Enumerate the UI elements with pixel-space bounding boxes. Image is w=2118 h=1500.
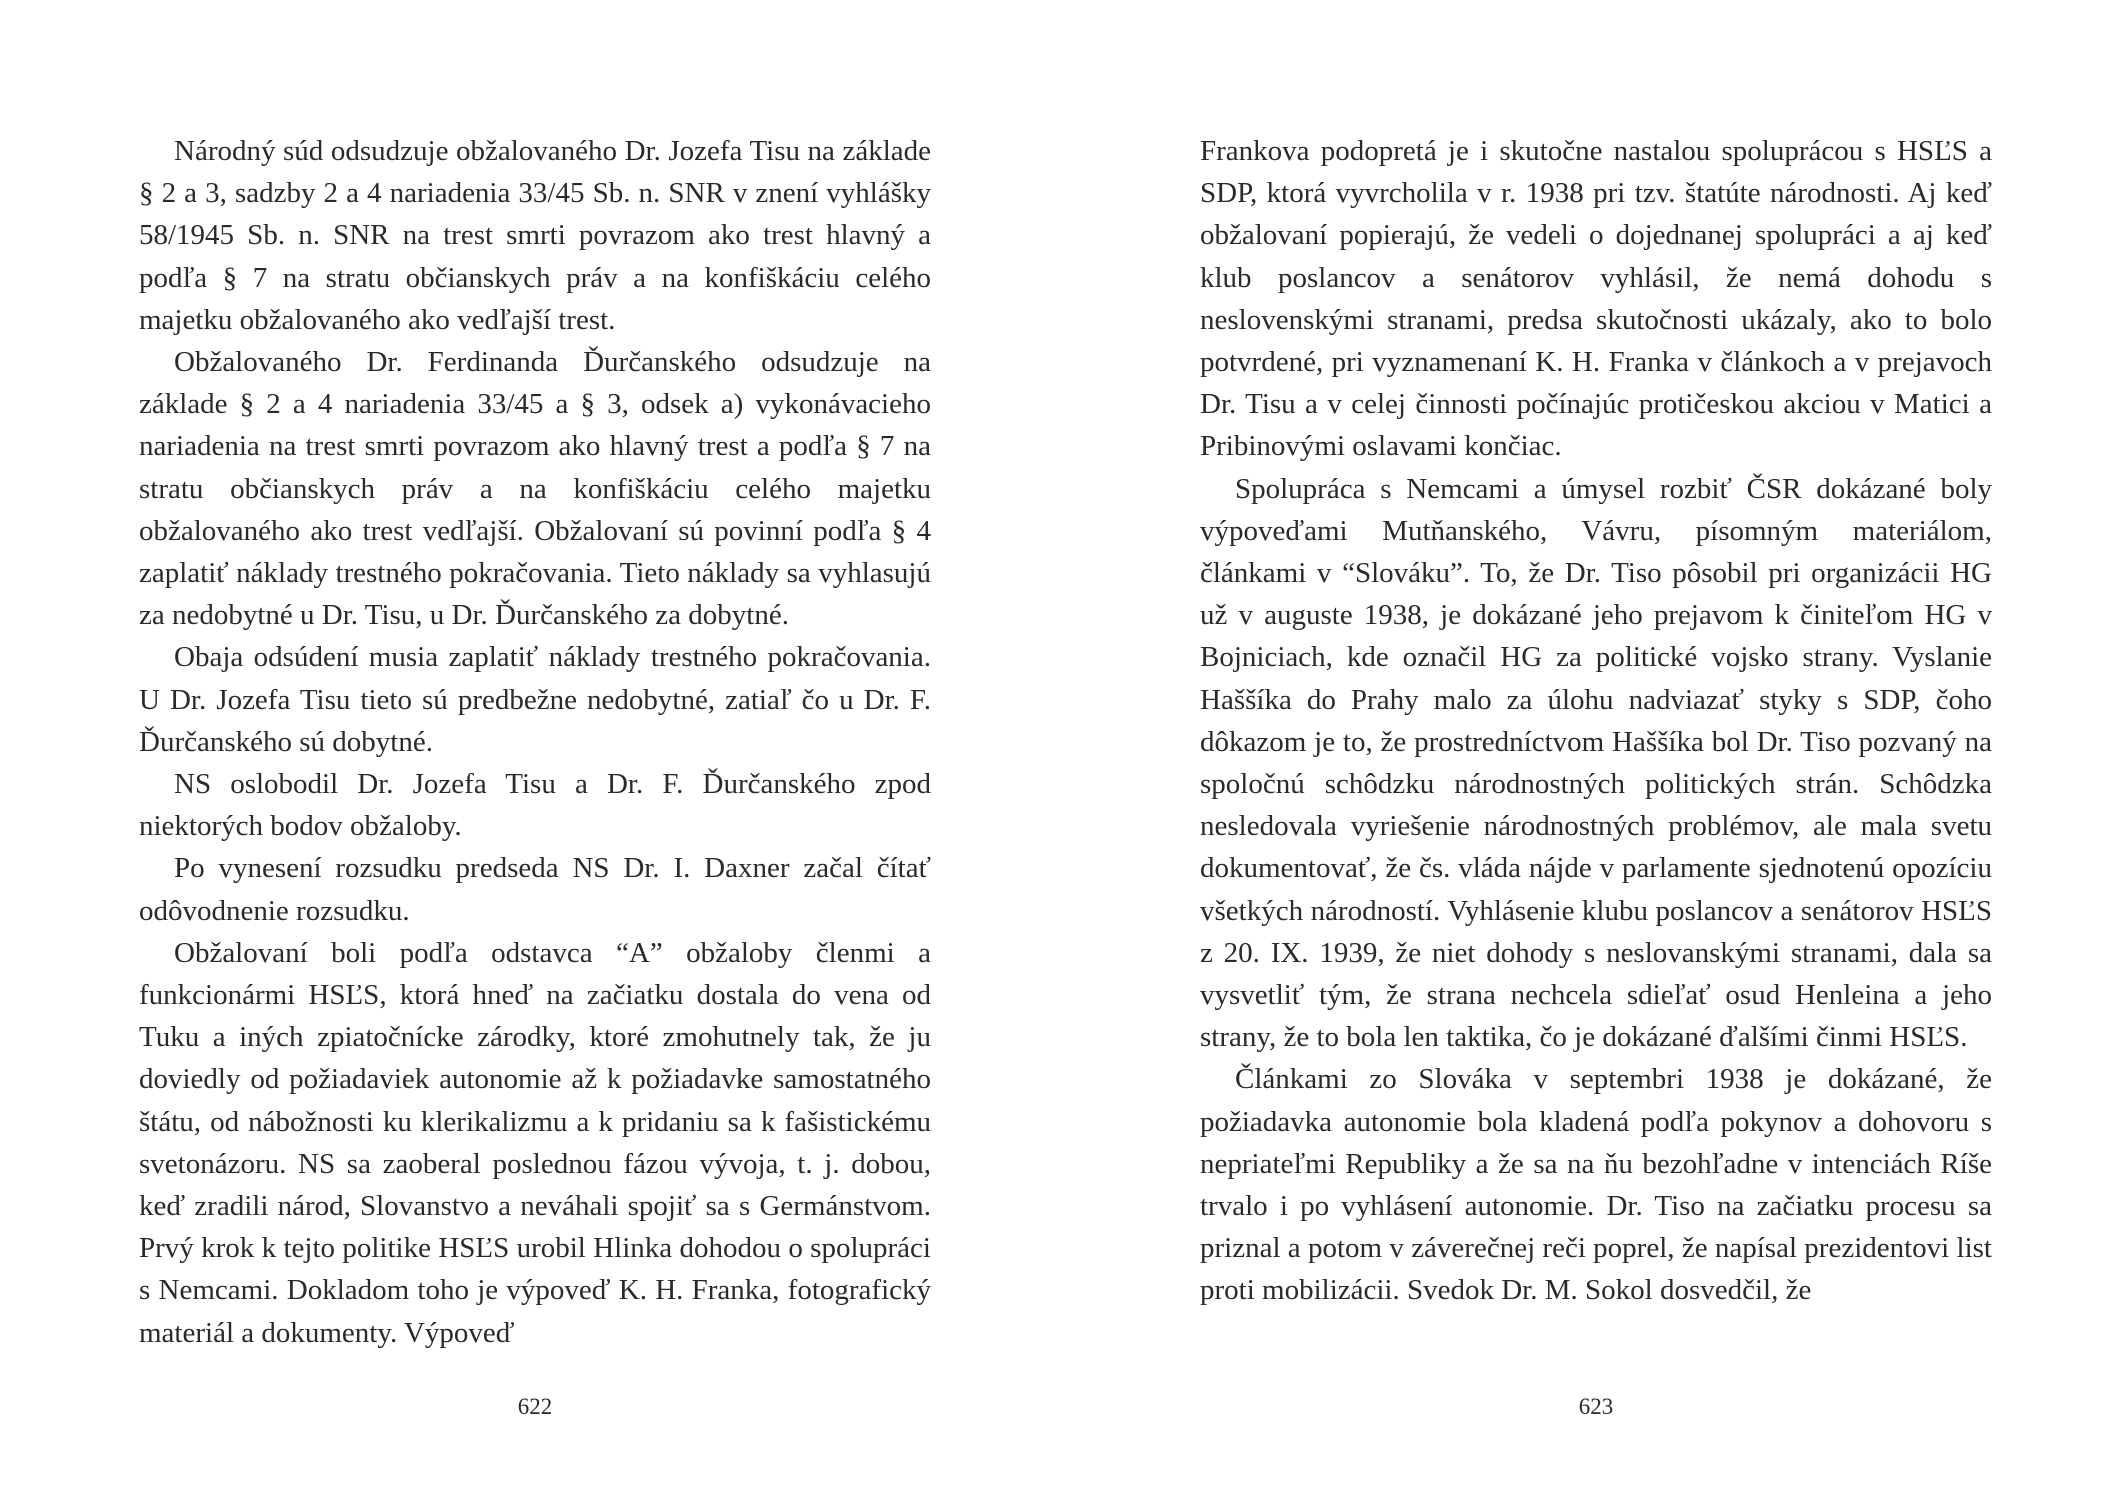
paragraph: Po vynesení rozsudku predseda NS Dr. I. Daxner začal čítať odôvodnenie rozsudku. xyxy=(139,852,931,927)
page-number: 623 xyxy=(1578,1394,1614,1419)
paragraph: Článkami zo Slováka v septembri 1938 je dokázané, že požiadavka autonomie bola kladená podľa pokynov a dohovoru s nepriateľmi Republiky a že sa na ňu bezohľadne v intenciách Ríše trvalo i po vyhlásení autonomie. Dr. Tiso na začiatku procesu sa priznal a potom v záverečnej reči poprel, že napísal prezidentovi list proti mobilizácii. Svedok Dr. M. Sokol dosvedčil, že xyxy=(1200,1063,1992,1307)
paragraph: NS oslobodil Dr. Jozefa Tisu a Dr. F. Ďurčanského zpod niektorých bodov obžaloby. xyxy=(139,768,931,843)
paragraph-continuation: Frankova podopretá je i skutočne nastalou spoluprácou s HSĽS a SDP, ktorá vyvrcholila v r. 1938 pri tzv. štatúte národnosti. Aj keď obžalovaní popierajú, že vedeli o dojednanej spolupráci a aj keď klub poslancov a senátorov vyhlásil, že nemá dohodu s neslovenskými stranami, predsa skutočnosti ukázaly, ako to bolo potvrdené, pri vyznamenaní K. H. Franka v článkoch a v prejavoch Dr. Tisu a v celej činnosti počínajúc protičeskou akciou v Matici a Pribinovými oslavami končiac. xyxy=(1200,135,1992,463)
paragraph: Obžalovaného Dr. Ferdinanda Ďurčanského odsudzuje na základe § 2 a 4 nariadenia 33/45 a § 3, odsek a) vykonávacieho nariadenia na trest smrti povrazom ako hlavný trest a podľa § 7 na stratu občianskych práv a na konfiškáciu celého majetku obžalovaného ako trest vedľajší. Obžalovaní sú povinní podľa § 4 zaplatiť náklady trestného pokračovania. Tieto náklady sa vyhlasujú za nedobytné u Dr. Tisu, u Dr. Ďurčanského za dobytné. xyxy=(139,346,931,632)
page-number: 622 xyxy=(517,1394,553,1419)
left-page-text xyxy=(139,130,931,1354)
paragraph: Obžalovaní boli podľa odstavca “A” obžaloby členmi a funkcionármi HSĽS, ktorá hneď na začiatku dostala do vena od Tuku a iných zpiatočnícke zárodky, ktoré zmohutnely tak, že ju doviedly od požiadaviek autonomie až k požiadavke samostatného štátu, od nábožnosti ku klerikalizmu a k pridaniu sa k fašistickému svetonázoru. NS sa zaoberal poslednou fázou vývoja, t. j. dobou, keď zradili národ, Slovanstvo a neváhali spojiť sa s Germánstvom. Prvý krok k tejto politike HSĽS urobil Hlinka dohodou o spolupráci s Nemcami. Dokladom toho je výpoveď K. H. Franka, fotografický materiál a dokumenty. Výpoveď xyxy=(139,936,931,1349)
right-page-text xyxy=(1200,130,1992,1312)
right-page xyxy=(1059,0,2118,1500)
paragraph: Obaja odsúdení musia zaplatiť náklady trestného pokračovania. U Dr. Jozefa Tisu tieto sú predbežne nedobytné, zatiaľ čo u Dr. F. Ďurčanského sú dobytné. xyxy=(139,641,931,758)
paragraph: Národný súd odsudzuje obžalovaného Dr. Jozefa Tisu na základe § 2 a 3, sadzby 2 a 4 nariadenia 33/45 Sb. n. SNR v znení vyhlášky 58/1945 Sb. n. SNR na trest smrti povrazom ako trest hlavný a podľa § 7 na stratu občianskych práv a na konfiškáciu celého majetku obžalovaného ako vedľajší trest. xyxy=(139,135,931,336)
paragraph: Spolupráca s Nemcami a úmysel rozbiť ČSR dokázané boly výpoveďami Mutňanského, Vávru, písomným materiálom, článkami v “Slováku”. To, že Dr. Tiso pôsobil pri organizácii HG už v auguste 1938, je dokázané jeho prejavom k činiteľom HG v Bojniciach, kde označil HG za politické vojsko strany. Vyslanie Haššíka do Prahy malo za úlohu nadviazať styky s SDP, čoho dôkazom je to, že prostredníctvom Haššíka bol Dr. Tiso pozvaný na spoločnú schôdzku národnostných politických strán. Schôdzka nesledovala vyriešenie národnostných problémov, ale mala svetu dokumentovať, že čs. vláda nájde v parlamente sjednotenú opozíciu všetkých národností. Vyhlásenie klubu poslancov a senátorov HSĽS z 20. IX. 1939, že niet dohody s neslovanskými stranami, dala sa vysvetliť tým, že strana nechcela sdieľať osud Henleina a jeho strany, že to bola len taktika, čo je dokázané ďalšími činmi HSĽS. xyxy=(1200,472,1992,1054)
